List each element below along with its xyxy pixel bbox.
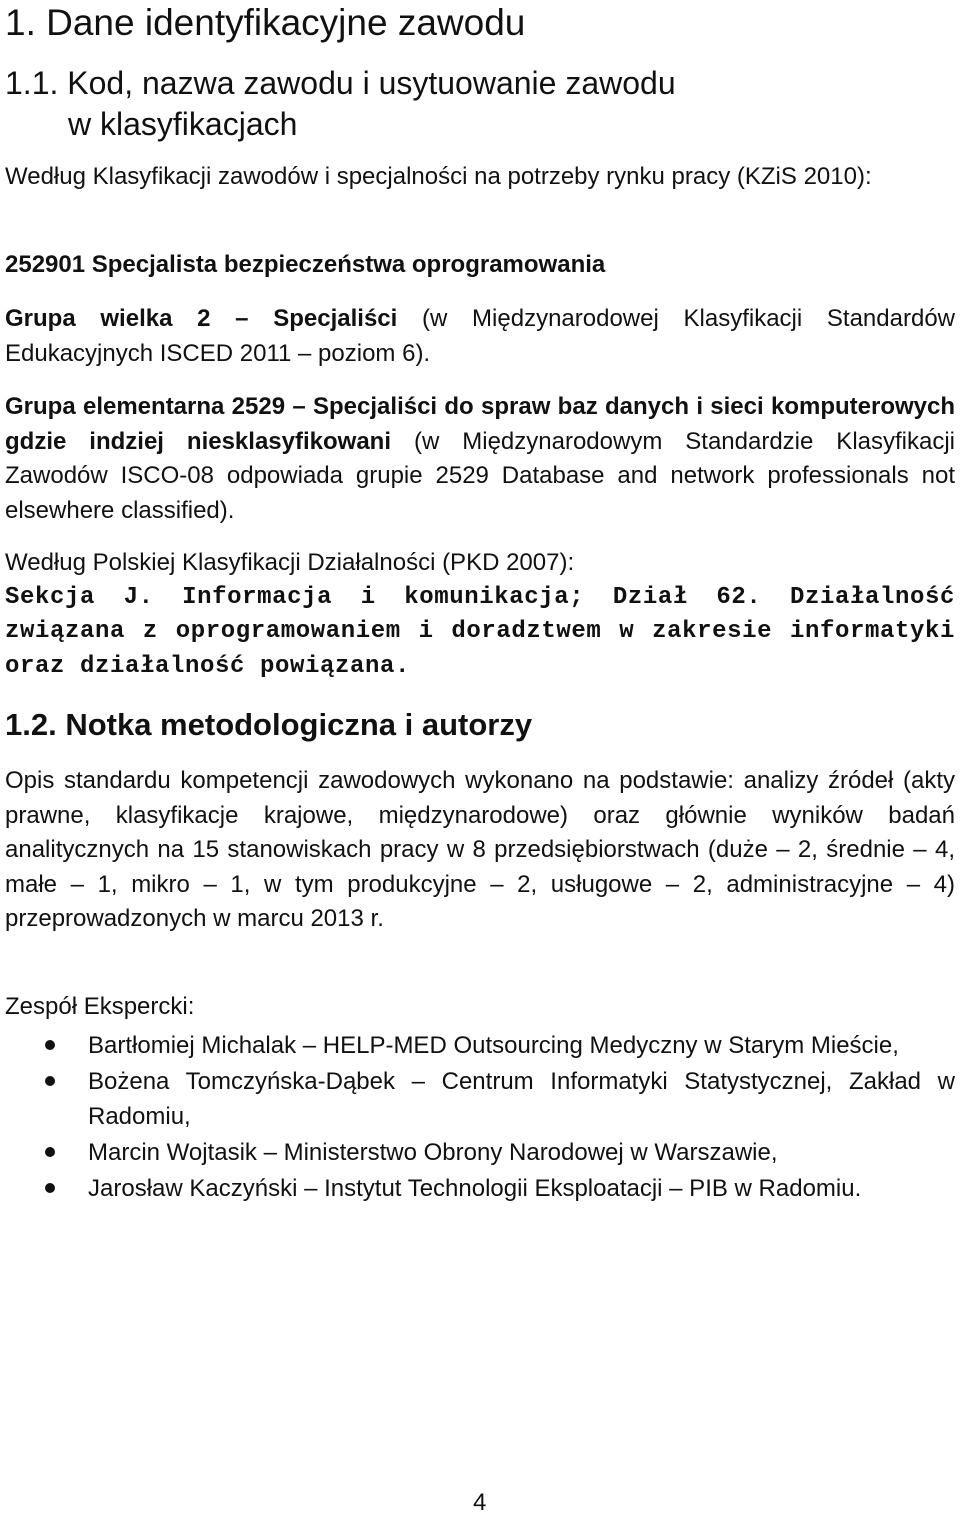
- expert-entry: Jarosław Kaczyński – Instytut Technologii Eksploatacji – PIB w Radomiu.: [88, 1175, 862, 1202]
- profession-code-name: 252901 Specjalista bezpieczeństwa oprogramowania: [5, 251, 606, 278]
- team-label-block: [5, 990, 955, 1025]
- list-item: [5, 1171, 955, 1206]
- list-item: [5, 1028, 955, 1063]
- bullet-icon: [45, 1147, 55, 1157]
- section-title-line2: w klasyfikacjach: [68, 106, 298, 142]
- unit-group-label: Grupa elementarna 2529 – Specjaliści do spraw baz danych i sieci komputerowych gdzie indziej niesklasyfikowani: [5, 393, 955, 455]
- expert-entry: Marcin Wojtasik – Ministerstwo Obrony Narodowej w Warszawie,: [88, 1139, 778, 1166]
- methodology-block: [5, 764, 955, 937]
- bullet-icon: [45, 1183, 55, 1193]
- expert-entry: Bartłomiej Michalak – HELP-MED Outsourcing Medyczny w Starym Mieście,: [88, 1032, 899, 1059]
- section-heading-1: 1. Dane identyfikacyjne zawodu: [5, 2, 526, 43]
- bullet-icon: [45, 1076, 55, 1086]
- list-item: [5, 1064, 955, 1134]
- list-item: [5, 1135, 955, 1170]
- kzis-intro-block: [5, 160, 955, 195]
- major-group-isced: (w Międzynarodowej Klasyfikacji Standardów Edukacyjnych ISCED 2011 – poziom 6).: [5, 305, 955, 367]
- kzis-intro: Według Klasyfikacji zawodów i specjalności na potrzeby rynku pracy (KZiS 2010):: [5, 163, 872, 190]
- unit-group-isco: (w Międzynarodowym Standardzie Klasyfikacji Zawodów ISCO-08 odpowiada grupie 2529 Database and network professionals not elsewhere classified).: [5, 427, 956, 524]
- section-heading-1-2: 1.2. Notka metodologiczna i autorzy: [5, 707, 533, 742]
- page-number: 4: [473, 1489, 487, 1516]
- pkd-section: Sekcja J. Informacja i komunikacja; Dział 62. Działalność związana z oprogramowaniem i doradztwem w zakresie informatyki oraz działalność powiązana.: [5, 583, 955, 680]
- major-group-label: Grupa wielka 2 – Specjaliści: [5, 305, 398, 332]
- profession-block: [5, 248, 955, 283]
- expert-team-label: Zespół Ekspercki:: [5, 993, 195, 1020]
- expert-entry: Bożena Tomczyńska-Dąbek – Centrum Informatyki Statystycznej, Zakład w Radomiu,: [88, 1068, 955, 1130]
- section-number: 1.1.: [5, 65, 59, 101]
- unit-group-paragraph: [5, 390, 955, 528]
- unit-group-block: [5, 390, 955, 528]
- pkd-block: [5, 546, 955, 684]
- major-group-block: [5, 302, 955, 371]
- section-heading-1-1: [5, 63, 905, 145]
- section-title-line1: Kod, nazwa zawodu i usytuowanie zawodu: [67, 65, 676, 101]
- expert-list: [5, 1028, 955, 1207]
- methodology-paragraph: Opis standardu kompetencji zawodowych wykonano na podstawie: analizy źródeł (akty prawne, klasyfikacje krajowe, międzynarodowe) oraz głównie wyników badań analitycznych na 15 stanowiskach pracy w 8 przedsiębiorstwach (duże – 2, średnie – 4, małe – 1, mikro – 1, w tym produkcyjne – 2, usługowe – 2, administracyjne – 4) przeprowadzonych w marcu 2013 r.: [5, 767, 955, 932]
- major-group-paragraph: [5, 302, 955, 371]
- bullet-icon: [45, 1040, 55, 1050]
- pkd-intro: Według Polskiej Klasyfikacji Działalności (PKD 2007):: [5, 549, 575, 576]
